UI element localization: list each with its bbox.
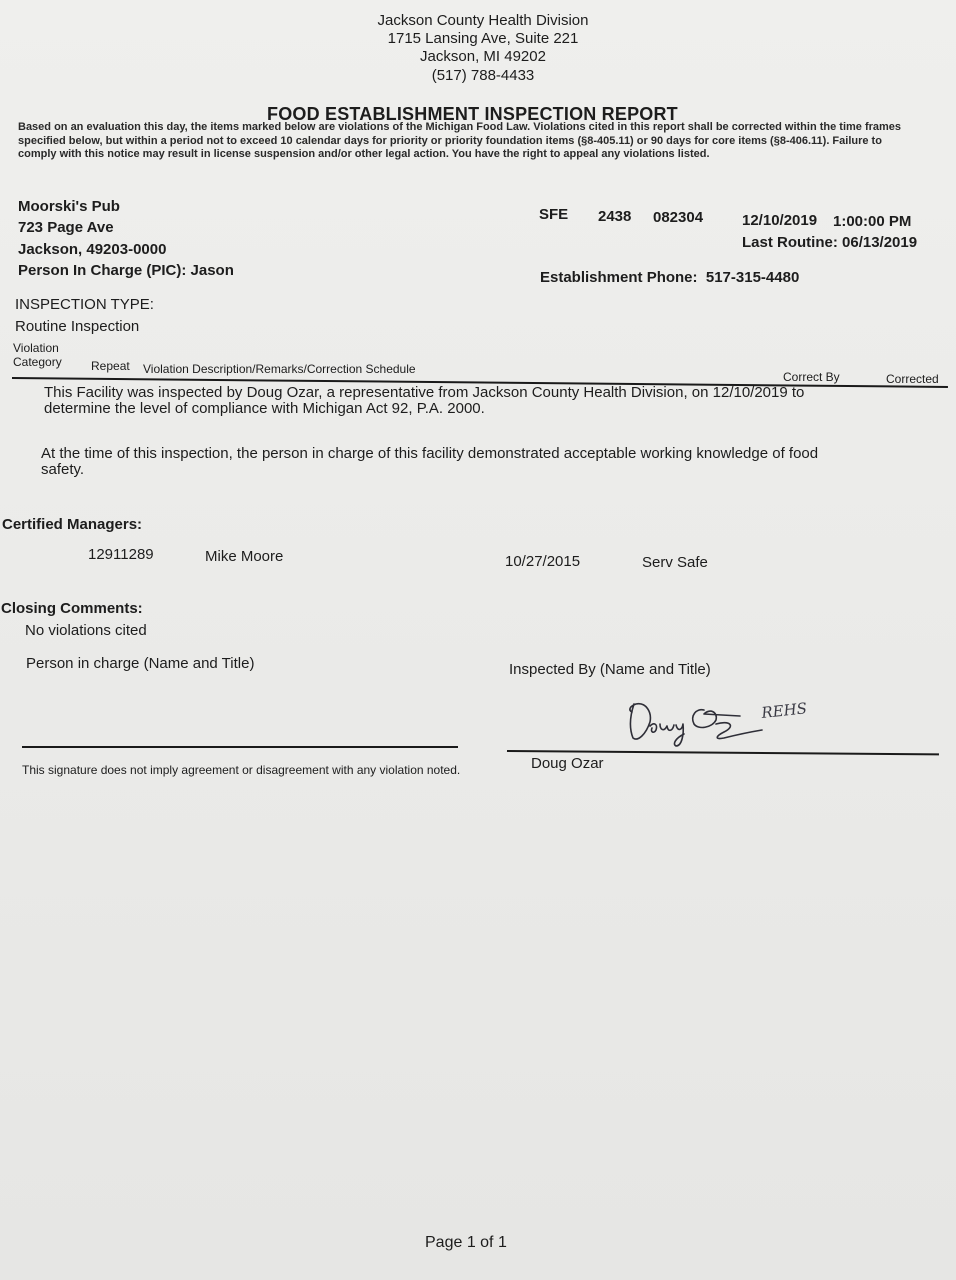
- establishment-number1: 2438: [598, 208, 632, 225]
- establishment-phone-label: Establishment Phone:: [540, 269, 698, 286]
- establishment-phone: [540, 269, 799, 286]
- last-routine-date: 06/13/2019: [842, 234, 918, 251]
- agency-address-line2: Jackson, MI 49202: [420, 48, 546, 65]
- agency-address-line1: 1715 Lansing Ave, Suite 221: [387, 30, 579, 47]
- establishment-city-zip: Jackson, 49203-0000: [18, 241, 167, 258]
- inspector-handwritten-signature: [620, 694, 820, 750]
- pic-name: Jason: [190, 262, 234, 279]
- inspection-type-value: Routine Inspection: [15, 318, 140, 335]
- manager-name: Mike Moore: [205, 548, 284, 565]
- remark-paragraph-2: At the time of this inspection, the person in charge of this facility demonstrated acceptable working knowledge of food safety.: [41, 445, 819, 478]
- establishment-phone-value: 517-315-4480: [705, 269, 800, 286]
- col-category-label: Category: [13, 355, 62, 369]
- establishment-type-code: SFE: [539, 206, 569, 223]
- inspector-signature-label: Inspected By (Name and Title): [509, 661, 711, 678]
- agency-name: Jackson County Health Division: [377, 12, 589, 29]
- closing-comments-label: Closing Comments:: [1, 600, 143, 617]
- col-description-label: Violation Description/Remarks/Correction Schedule: [143, 362, 416, 376]
- certified-managers-label: Certified Managers:: [2, 516, 143, 533]
- pic-signature-line: [22, 746, 458, 748]
- col-violation-label: Violation: [13, 341, 59, 355]
- remark-paragraph-1: This Facility was inspected by Doug Ozar, a representative from Jackson County Health Division, on 12/10/2019 to determine the level of compliance with Michigan Act 92, P.A. 2000.: [44, 384, 805, 417]
- report-title: FOOD ESTABLISHMENT INSPECTION REPORT: [267, 104, 678, 124]
- inspection-time: 1:00:00 PM: [833, 213, 912, 230]
- last-routine-label: Last Routine:: [742, 234, 838, 251]
- closing-comments-text: No violations cited: [25, 622, 147, 639]
- inspection-date: 12/10/2019: [742, 212, 818, 229]
- establishment-street: 723 Page Ave: [18, 219, 114, 236]
- col-repeat-label: Repeat: [91, 359, 130, 373]
- col-correct-by-label: Correct By: [783, 370, 840, 384]
- inspection-type-label: INSPECTION TYPE:: [15, 296, 154, 313]
- legal-notice: Based on an evaluation this day, the items marked below are violations of the Michigan Food Law. Violations cited in this report shall be corrected within the time frames specified below, but within a period not to exceed 10 calendar days for priority or priority foundation items (§8-405.11) or 90 days for core items (§8-406.11). Failure to comply with this notice may result in license suspension and/or other legal action. You have the right to appeal any violations listed.: [18, 121, 902, 160]
- signature-disclaimer: This signature does not imply agreement or disagreement with any violation noted.: [22, 763, 461, 777]
- manager-cert-program: Serv Safe: [642, 554, 708, 571]
- pic-signature-label: Person in charge (Name and Title): [26, 655, 255, 672]
- pic-label: Person In Charge (PIC):: [18, 262, 187, 279]
- manager-id: 12911289: [88, 546, 154, 563]
- page-number: Page 1 of 1: [425, 1234, 507, 1251]
- last-routine: [742, 234, 917, 251]
- agency-phone: (517) 788-4433: [431, 67, 535, 84]
- establishment-name: Moorski's Pub: [18, 198, 120, 215]
- col-corrected-label: Corrected: [886, 372, 939, 386]
- manager-cert-date: 10/27/2015: [505, 553, 581, 570]
- person-in-charge: [18, 262, 234, 279]
- inspector-printed-name: Doug Ozar: [531, 755, 604, 772]
- signature-credential: REHS: [760, 699, 808, 722]
- establishment-number2: 082304: [653, 209, 704, 226]
